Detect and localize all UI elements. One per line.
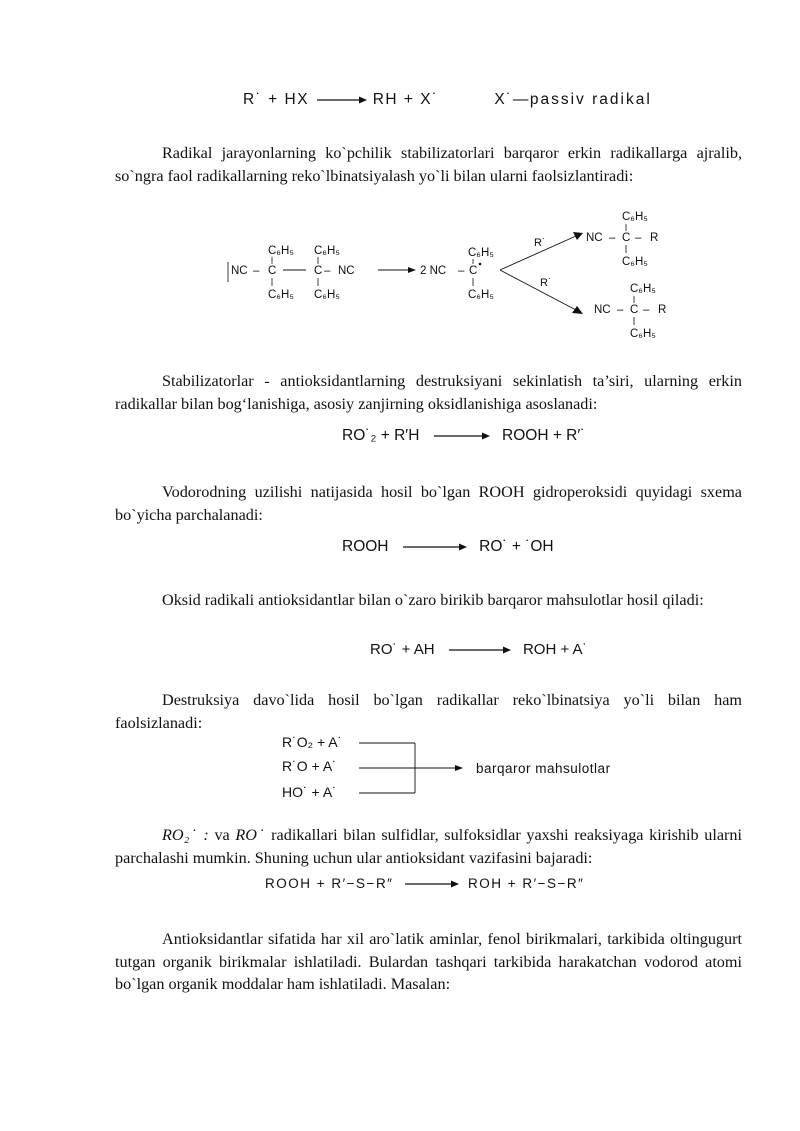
passive-radical-label: X˙— xyxy=(494,91,530,108)
paragraph-1: Radikal jarayonlarning ko`pchilik stabilizatorlari barqaror erkin radikallarga ajralib, so`ngra faol radikallarning reko`lbinatsiyalash yo`li bilan ularni faolsizlantiradi: xyxy=(115,144,742,185)
paragraph-7: Antioksidantlar sifatida har xil aro`latik aminlar, fenol birikmalari, tarkibida oltingugurt tutgan organik birikmalar ishlatiladi. Bulardan tashqari tarkibida harakatchan vodorod atomi bo`lgan organik moddalar ham ishlatiladi. Masalan: xyxy=(115,930,742,993)
c6h5-product1-top: C₆H₅ xyxy=(622,211,648,223)
nc-left: NC xyxy=(231,265,248,277)
svg-text:–: – xyxy=(635,232,642,244)
svg-text:–: – xyxy=(643,304,650,316)
equation-left: R˙ + HX xyxy=(243,91,310,108)
paragraph-6: RO₂˙ : va RO˙ radikallari bilan sulfidlar, sulfoksidlar yaxshi reaksiyaga kirishib ularni parchalashi mumkin. Shuning uchun ular antioksidant vazifasini bajaradi: xyxy=(115,826,742,867)
c6h5-product1-bottom: C₆H₅ xyxy=(622,256,648,268)
paragraph-2: Stabilizatorlar - antioksidantlarning destruksiyani sekinlatish ta’siri, ularning erkin radikallar bilan bog‘lanishiga, asosiy zanjirning oksidlanishiga asoslanadi: xyxy=(115,372,742,413)
r-product1: R xyxy=(650,232,659,244)
reaction-arrow xyxy=(432,431,490,441)
oxy-radical-formula: RO˙ xyxy=(235,826,266,844)
reaction-arrow xyxy=(403,879,459,889)
radical-r-upper: R˙ xyxy=(534,237,546,249)
equation-left: RO˙₂ + R′H xyxy=(342,427,420,444)
equation-passive-radical xyxy=(243,91,652,109)
scheme-row-3: HO˙ + A˙ xyxy=(282,784,337,800)
equation-right: ROOH + R′˙ xyxy=(502,427,586,444)
equation-oxide-radical xyxy=(370,641,588,658)
c6h5-top-right: C₆H₅ xyxy=(314,245,340,257)
paragraph-3: Vodorodning uzilishi natijasida hosil bo`lgan ROOH gidroperoksidi quyidagi sxema bo`yicha parchalanadi: xyxy=(115,483,742,524)
svg-text:–: – xyxy=(617,304,624,316)
carbon-right: C xyxy=(314,265,323,277)
reaction-arrow xyxy=(315,95,367,105)
paragraph-4: Oksid radikali antioksidantlar bilan o`zaro birikib barqaror mahsulotlar hosil qiladi: xyxy=(162,591,704,609)
nc-product2: NC xyxy=(594,304,611,316)
scheme-product-label: barqaror mahsulotlar xyxy=(476,761,611,776)
equation-sulfide xyxy=(265,876,584,891)
radical-r-lower: R˙ xyxy=(540,277,552,289)
equation-left: ROOH xyxy=(342,538,389,555)
reaction-arrow xyxy=(401,542,467,552)
nc-right: NC xyxy=(338,265,355,277)
scheme-recombination xyxy=(282,734,642,804)
carbon-radical: C xyxy=(469,265,478,277)
equation-right: RH + X˙ xyxy=(372,91,439,108)
c6h5-product2-top: C₆H₅ xyxy=(630,283,656,295)
equation-right: RO˙ + ˙OH xyxy=(479,538,554,555)
carbon-left: C xyxy=(268,265,277,277)
c6h5-radical-top: C₆H₅ xyxy=(468,247,494,259)
scheme-row-1: R˙O₂ + A˙ xyxy=(282,734,343,750)
radical-coefficient: 2 NC xyxy=(420,265,447,277)
equation-right: ROH + R′−S−R″ xyxy=(468,876,585,891)
nc-product1: NC xyxy=(586,232,603,244)
svg-text:–: – xyxy=(458,265,465,277)
peroxy-radical-formula: RO₂˙ : xyxy=(162,826,209,844)
svg-text:–: – xyxy=(253,265,260,277)
c6h5-top-left: C₆H₅ xyxy=(268,245,294,257)
c6h5-bottom-left: C₆H₅ xyxy=(268,289,294,301)
carbon-product2: C xyxy=(630,304,639,316)
c6h5-radical-bottom: C₆H₅ xyxy=(468,289,494,301)
equation-left: ROOH + R′−S−R″ xyxy=(265,876,394,891)
scheme-radical-decomposition xyxy=(228,206,688,346)
c6h5-product2-bottom: C₆H₅ xyxy=(630,328,656,340)
r-product2: R xyxy=(658,304,667,316)
paragraph-5: Destruksiya davo`lida hosil bo`lgan radikallar reko`lbinatsiya yo`li bilan ham faolsizlanadi: xyxy=(115,691,742,732)
equation-right: ROH + A˙ xyxy=(522,641,588,658)
equation-peroxy-radical xyxy=(342,427,585,445)
reaction-arrow xyxy=(447,645,511,655)
scheme-row-2: R˙O + A˙ xyxy=(282,758,337,774)
equation-left: RO˙ + AH xyxy=(370,641,435,658)
carbon-product1: C xyxy=(622,232,631,244)
equation-hydroperoxide-decomposition xyxy=(342,538,554,556)
passive-radical-text: passiv radikal xyxy=(529,91,652,108)
c6h5-bottom-right: C₆H₅ xyxy=(314,289,340,301)
svg-text:–: – xyxy=(609,232,616,244)
svg-text:–: – xyxy=(324,265,331,277)
